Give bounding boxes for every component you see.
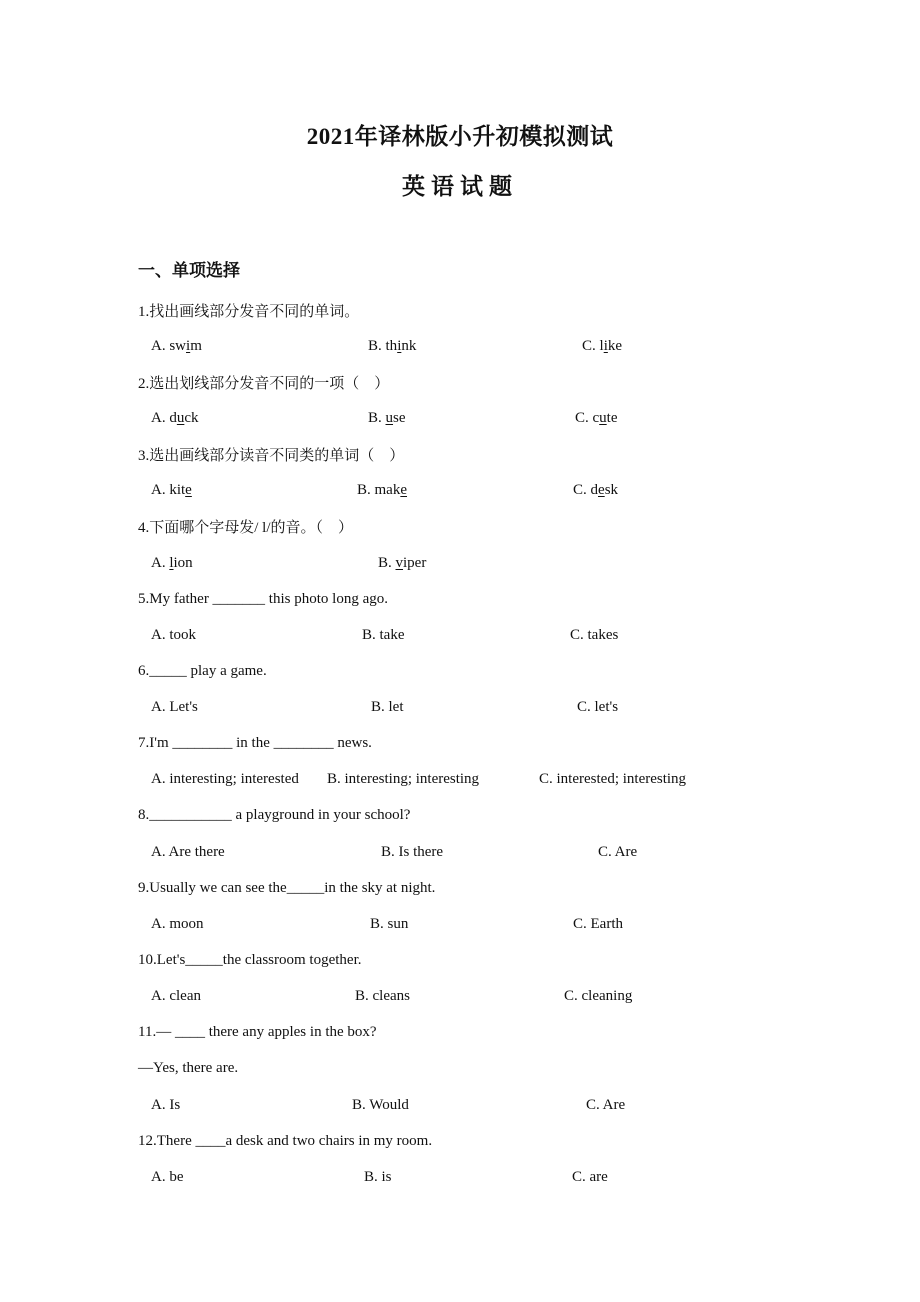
question-4-option-a[interactable]: A. lion <box>151 555 193 571</box>
question-10-option-c[interactable]: C. cleaning <box>564 988 633 1004</box>
question-2-option-b[interactable]: B. use <box>368 410 406 426</box>
question-5-option-a[interactable]: A. took <box>151 627 196 643</box>
question-11-option-c[interactable]: C. Are <box>586 1097 626 1113</box>
question-6-stem: 6._____ play a game. <box>138 663 267 679</box>
question-8-option-c[interactable]: C. Are <box>598 844 638 860</box>
question-12-option-b[interactable]: B. is <box>364 1169 392 1185</box>
question-4-option-b[interactable]: B. viper <box>378 555 427 571</box>
question-8-option-b[interactable]: B. Is there <box>381 844 444 860</box>
question-1-option-c[interactable]: C. like <box>582 338 623 354</box>
question-1-option-a[interactable]: A. swim <box>151 338 202 354</box>
question-5-option-b[interactable]: B. take <box>362 627 405 643</box>
question-10-option-a[interactable]: A. clean <box>151 988 201 1004</box>
question-6-option-b[interactable]: B. let <box>371 699 404 715</box>
question-7-option-b[interactable]: B. interesting; interesting <box>327 771 480 787</box>
question-3-option-b[interactable]: B. make <box>357 482 408 498</box>
question-7-option-c[interactable]: C. interested; interesting <box>539 771 687 787</box>
question-2-option-c[interactable]: C. cute <box>575 410 618 426</box>
question-3-option-a[interactable]: A. kite <box>151 482 192 498</box>
question-7-stem: 7.I'm ________ in the ________ news. <box>138 735 372 751</box>
question-12-option-a[interactable]: A. be <box>151 1169 184 1185</box>
question-6-option-a[interactable]: A. Let's <box>151 699 198 715</box>
question-12-option-c[interactable]: C. are <box>572 1169 608 1185</box>
question-3-option-c[interactable]: C. desk <box>573 482 619 498</box>
question-5-stem: 5.My father _______ this photo long ago. <box>138 591 388 607</box>
question-2-stem: 2.选出划线部分发音不同的一项（ ） <box>138 376 390 392</box>
question-10-option-b[interactable]: B. cleans <box>355 988 410 1004</box>
question-9-option-b[interactable]: B. sun <box>370 916 409 932</box>
question-8-stem: 8.___________ a playground in your school? <box>138 807 411 823</box>
question-2-option-a[interactable]: A. duck <box>151 410 199 426</box>
question-3-stem: 3.选出画线部分读音不同类的单词（ ） <box>138 448 405 464</box>
question-8-option-a[interactable]: A. Are there <box>151 844 225 860</box>
question-11-answer-line: —Yes, there are. <box>138 1060 239 1076</box>
section-heading: 一、单项选择 <box>138 261 240 280</box>
question-12-stem: 12.There ____a desk and two chairs in my room. <box>138 1133 433 1149</box>
question-9-stem: 9.Usually we can see the_____in the sky at night. <box>138 880 436 896</box>
question-1-stem: 1.找出画线部分发音不同的单词。 <box>138 304 360 320</box>
question-11-stem: 11.— ____ there any apples in the box? <box>138 1024 377 1040</box>
question-10-stem: 10.Let's_____the classroom together. <box>138 952 362 968</box>
question-11-option-a[interactable]: A. Is <box>151 1097 181 1113</box>
question-7-option-a[interactable]: A. interesting; interested <box>151 771 299 787</box>
question-9-option-c[interactable]: C. Earth <box>573 916 623 932</box>
question-5-option-c[interactable]: C. takes <box>570 627 619 643</box>
question-11-option-b[interactable]: B. Would <box>352 1097 409 1113</box>
question-4-stem: 4.下面哪个字母发/ l/的音。（ ） <box>138 520 354 536</box>
question-1-option-b[interactable]: B. think <box>368 338 417 354</box>
question-6-option-c[interactable]: C. let's <box>577 699 619 715</box>
page-subtitle: 英语试题 <box>402 174 518 199</box>
page-title: 2021年译林版小升初模拟测试 <box>306 124 614 149</box>
question-9-option-a[interactable]: A. moon <box>151 916 204 932</box>
